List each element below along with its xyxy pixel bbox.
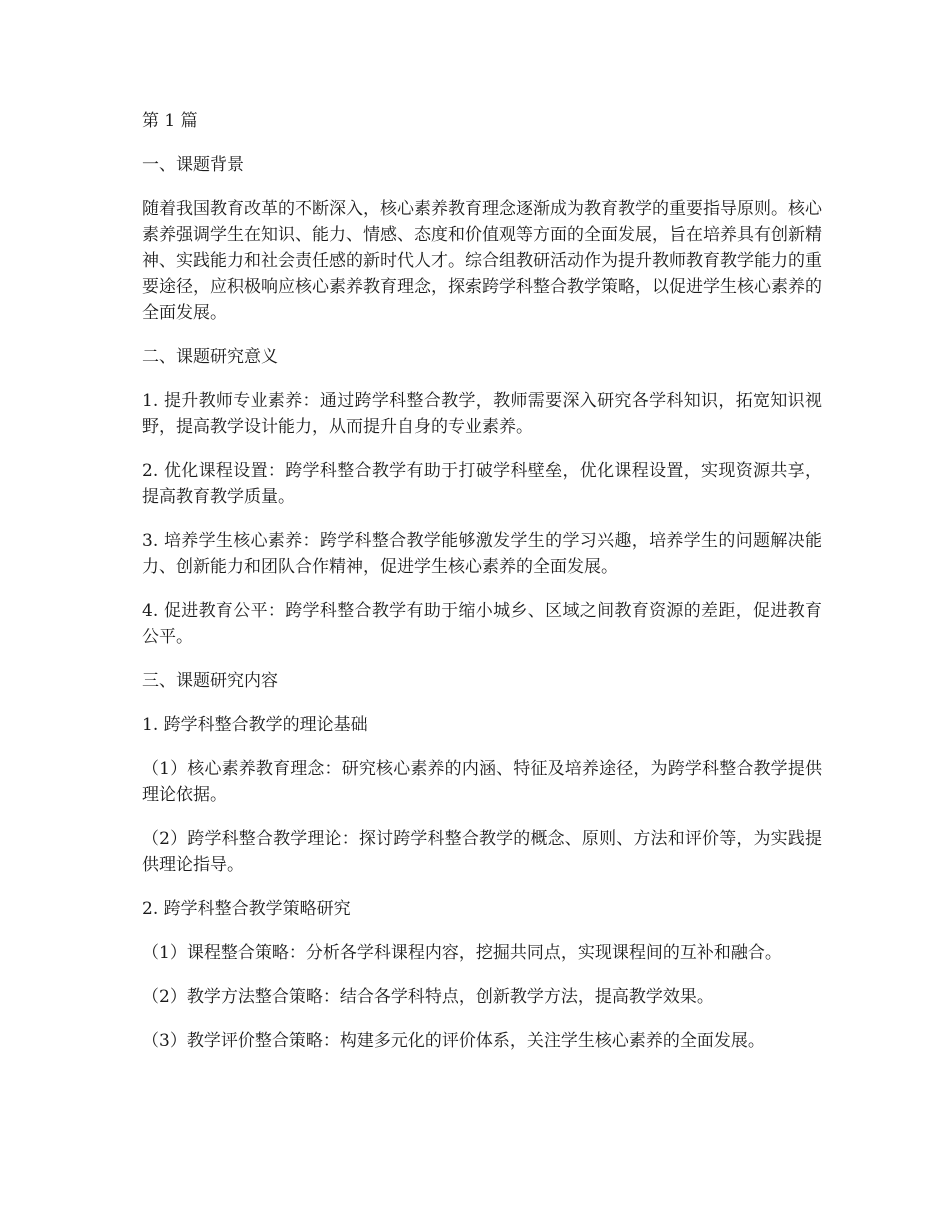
section-heading-background: 一、课题背景 — [142, 155, 244, 175]
background-paragraph: 随着我国教育改革的不断深入，核心素养教育理念逐渐成为教育教学的重要指导原则。核心素养强调学生在知识、能力、情感、态度和价值观等方面的全面发展，旨在培养具有创新精神、实践能力和社会责任感的新时代人才。综合组教研活动作为提升教师教育教学能力的重要途径，应积极响应核心素养教育理念，探索跨学科整合教学策略，以促进学生核心素养的全面发展。 — [142, 199, 822, 323]
content-item-2-2: （2）教学方法整合策略：结合各学科特点，创新教学方法，提高教学效果。 — [142, 987, 714, 1007]
content-item-2-3: （3）教学评价整合策略：构建多元化的评价体系，关注学生核心素养的全面发展。 — [142, 1031, 765, 1051]
content-item-2-1: （1）课程整合策略：分析各学科课程内容，挖掘共同点，实现课程间的互补和融合。 — [142, 943, 782, 963]
content-subheading-1: 1. 跨学科整合教学的理论基础 — [142, 715, 368, 735]
significance-item-3: 3. 培养学生核心素养：跨学科整合教学能够激发学生的学习兴趣，培养学生的问题解决能力、创新能力和团队合作精神，促进学生核心素养的全面发展。 — [142, 531, 822, 577]
document-page — [142, 108, 822, 1072]
section-heading-significance: 二、课题研究意义 — [142, 347, 278, 367]
part-label: 第 1 篇 — [142, 111, 198, 131]
content-item-1-2: （2）跨学科整合教学理论：探讨跨学科整合教学的概念、原则、方法和评价等，为实践提供理论指导。 — [142, 829, 822, 875]
section-heading-content: 三、课题研究内容 — [142, 671, 278, 691]
significance-item-4: 4. 促进教育公平：跨学科整合教学有助于缩小城乡、区域之间教育资源的差距，促进教育公平。 — [142, 601, 822, 647]
significance-item-1: 1. 提升教师专业素养：通过跨学科整合教学，教师需要深入研究各学科知识，拓宽知识视野，提高教学设计能力，从而提升自身的专业素养。 — [142, 391, 822, 437]
content-item-1-1: （1）核心素养教育理念：研究核心素养的内涵、特征及培养途径，为跨学科整合教学提供理论依据。 — [142, 759, 822, 805]
content-subheading-2: 2. 跨学科整合教学策略研究 — [142, 899, 351, 919]
significance-item-2: 2. 优化课程设置：跨学科整合教学有助于打破学科壁垒，优化课程设置，实现资源共享，提高教育教学质量。 — [142, 461, 822, 507]
